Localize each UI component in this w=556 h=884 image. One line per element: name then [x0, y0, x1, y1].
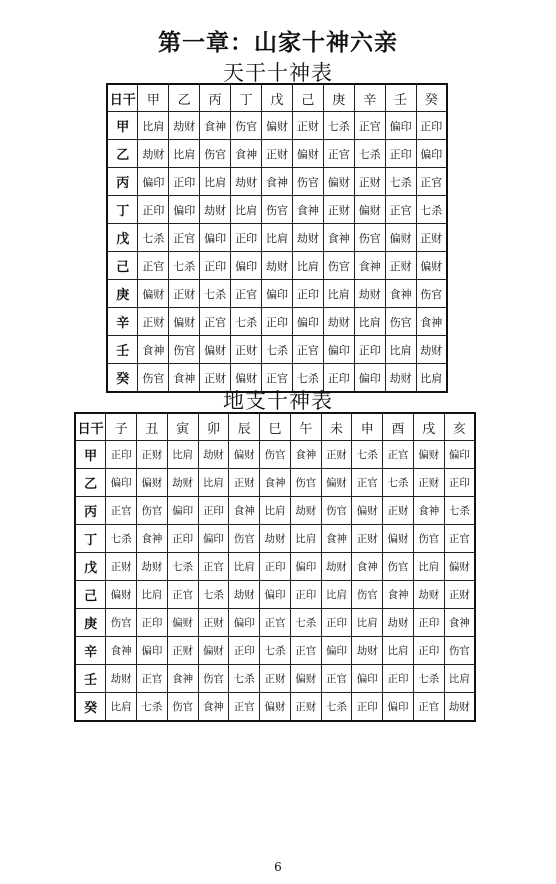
table-cell: 七杀	[167, 553, 198, 581]
table-cell: 正官	[444, 525, 475, 553]
table-cell: 劫财	[416, 336, 447, 364]
table-row	[107, 280, 447, 308]
column-header: 丁	[231, 84, 262, 112]
table-cell: 比肩	[137, 581, 168, 609]
table-cell: 正印	[290, 581, 321, 609]
table-row	[107, 336, 447, 364]
table-cell: 偏财	[416, 252, 447, 280]
table-cell: 伤官	[169, 336, 200, 364]
table-cell: 正印	[413, 637, 444, 665]
row-header: 辛	[107, 308, 138, 336]
table-cell: 偏印	[200, 224, 231, 252]
table-cell: 正财	[444, 581, 475, 609]
column-header: 乙	[169, 84, 200, 112]
table-row	[107, 140, 447, 168]
row-header: 乙	[75, 469, 106, 497]
table-cell: 偏印	[169, 196, 200, 224]
header-row	[107, 84, 447, 112]
table-cell: 偏财	[200, 336, 231, 364]
earthly-branches-table-title: 地支十神表	[223, 389, 333, 413]
table-cell: 正官	[260, 609, 291, 637]
table-cell: 七杀	[413, 665, 444, 693]
table-cell: 正官	[198, 553, 229, 581]
table-cell: 食神	[354, 252, 385, 280]
table-cell: 伤官	[354, 224, 385, 252]
table-cell: 劫财	[413, 581, 444, 609]
table-cell: 正印	[352, 693, 383, 722]
column-header: 亥	[444, 413, 475, 441]
table-cell: 食神	[106, 637, 137, 665]
table-cell: 偏印	[231, 252, 262, 280]
corner-header: 日干	[75, 413, 106, 441]
column-header: 申	[352, 413, 383, 441]
table-cell: 偏印	[260, 581, 291, 609]
table-cell: 劫财	[383, 609, 414, 637]
column-header: 甲	[138, 84, 169, 112]
column-header: 壬	[385, 84, 416, 112]
table-cell: 伤官	[321, 497, 352, 525]
table-cell: 伤官	[167, 693, 198, 722]
table-cell: 正印	[198, 497, 229, 525]
table-row	[75, 637, 475, 665]
row-header: 甲	[107, 112, 138, 140]
table-cell: 正印	[354, 336, 385, 364]
table-cell: 比肩	[106, 693, 137, 722]
table-cell: 七杀	[260, 637, 291, 665]
table-cell: 正印	[260, 553, 291, 581]
table-cell: 偏财	[385, 224, 416, 252]
table-row	[75, 581, 475, 609]
table-row	[75, 497, 475, 525]
table-cell: 伤官	[416, 280, 447, 308]
table-cell: 七杀	[385, 168, 416, 196]
table-cell: 正官	[137, 665, 168, 693]
table-cell: 比肩	[292, 252, 323, 280]
table-cell: 正印	[444, 469, 475, 497]
table-cell: 劫财	[444, 693, 475, 722]
table-cell: 劫财	[198, 441, 229, 469]
heavenly-stems-ten-gods-table	[106, 83, 448, 393]
table-cell: 比肩	[385, 336, 416, 364]
table-cell: 正财	[200, 364, 231, 393]
table-cell: 伤官	[323, 252, 354, 280]
table-cell: 正印	[416, 112, 447, 140]
table-cell: 正印	[167, 525, 198, 553]
table-cell: 正官	[262, 364, 293, 393]
table-cell: 正印	[229, 637, 260, 665]
table-cell: 劫财	[352, 637, 383, 665]
earthly-branches-ten-gods-table	[74, 412, 476, 722]
table-cell: 劫财	[321, 553, 352, 581]
table-cell: 劫财	[385, 364, 416, 393]
table-cell: 伤官	[352, 581, 383, 609]
table-cell: 七杀	[290, 609, 321, 637]
table-cell: 偏财	[292, 140, 323, 168]
table-cell: 偏印	[385, 112, 416, 140]
table-cell: 正官	[383, 441, 414, 469]
table-row	[107, 112, 447, 140]
table-cell: 劫财	[262, 252, 293, 280]
table-row	[75, 525, 475, 553]
table-cell: 正财	[292, 112, 323, 140]
heavenly-stems-table-title: 天干十神表	[223, 61, 333, 85]
table-cell: 食神	[169, 364, 200, 393]
table-cell: 伤官	[290, 469, 321, 497]
row-header: 丙	[75, 497, 106, 525]
table-cell: 正印	[321, 609, 352, 637]
chapter-title: 第一章：山家十神六亲	[158, 30, 398, 56]
column-header: 酉	[383, 413, 414, 441]
table-cell: 正财	[352, 525, 383, 553]
table-row	[107, 168, 447, 196]
table-cell: 偏印	[416, 140, 447, 168]
table-cell: 偏印	[352, 665, 383, 693]
page-number: 6	[274, 860, 282, 874]
table-cell: 正财	[416, 224, 447, 252]
table-cell: 偏财	[169, 308, 200, 336]
table-cell: 正官	[106, 497, 137, 525]
table-cell: 正财	[137, 441, 168, 469]
table-cell: 劫财	[290, 497, 321, 525]
table-cell: 比肩	[321, 581, 352, 609]
table-cell: 偏印	[137, 637, 168, 665]
table-cell: 偏财	[106, 581, 137, 609]
row-header: 己	[75, 581, 106, 609]
table-cell: 伤官	[106, 609, 137, 637]
table-cell: 食神	[323, 224, 354, 252]
table-cell: 正印	[385, 140, 416, 168]
table-cell: 偏财	[323, 168, 354, 196]
table-cell: 食神	[198, 693, 229, 722]
table-cell: 正财	[260, 665, 291, 693]
table-cell: 偏财	[290, 665, 321, 693]
table-cell: 正财	[383, 497, 414, 525]
table-cell: 食神	[229, 497, 260, 525]
table-cell: 正印	[169, 168, 200, 196]
table-cell: 食神	[260, 469, 291, 497]
row-header: 乙	[107, 140, 138, 168]
table-cell: 七杀	[169, 252, 200, 280]
table-row	[107, 308, 447, 336]
column-header: 寅	[167, 413, 198, 441]
table-cell: 食神	[352, 553, 383, 581]
table-cell: 劫财	[169, 112, 200, 140]
table-cell: 伤官	[198, 665, 229, 693]
table-cell: 偏印	[106, 469, 137, 497]
table-cell: 正印	[138, 196, 169, 224]
table-cell: 正官	[138, 252, 169, 280]
row-header: 癸	[75, 693, 106, 722]
table-cell: 劫财	[292, 224, 323, 252]
table-cell: 偏财	[354, 196, 385, 224]
row-header: 壬	[75, 665, 106, 693]
table-cell: 比肩	[383, 637, 414, 665]
table-cell: 伤官	[138, 364, 169, 393]
table-cell: 正官	[169, 224, 200, 252]
row-header: 丁	[75, 525, 106, 553]
table-cell: 偏财	[383, 525, 414, 553]
table-cell: 正财	[290, 693, 321, 722]
table-cell: 比肩	[444, 665, 475, 693]
table-cell: 七杀	[106, 525, 137, 553]
table-cell: 七杀	[137, 693, 168, 722]
table-cell: 正官	[323, 140, 354, 168]
column-header: 戊	[262, 84, 293, 112]
table-cell: 比肩	[231, 196, 262, 224]
table-cell: 偏印	[444, 441, 475, 469]
table-cell: 正财	[167, 637, 198, 665]
table-cell: 正官	[352, 469, 383, 497]
table-cell: 比肩	[262, 224, 293, 252]
table-cell: 食神	[200, 112, 231, 140]
table-cell: 偏印	[354, 364, 385, 393]
table-cell: 偏印	[323, 336, 354, 364]
table-cell: 七杀	[354, 140, 385, 168]
table-cell: 正官	[167, 581, 198, 609]
table-cell: 七杀	[383, 469, 414, 497]
table-cell: 劫财	[200, 196, 231, 224]
table-cell: 正官	[413, 693, 444, 722]
table-cell: 偏印	[229, 609, 260, 637]
table-cell: 食神	[231, 140, 262, 168]
table-cell: 正官	[385, 196, 416, 224]
table-cell: 比肩	[413, 553, 444, 581]
table-cell: 食神	[444, 609, 475, 637]
table-cell: 比肩	[167, 441, 198, 469]
table-cell: 偏印	[198, 525, 229, 553]
table-row	[75, 469, 475, 497]
table-cell: 比肩	[323, 280, 354, 308]
table-cell: 食神	[262, 168, 293, 196]
column-header: 癸	[416, 84, 447, 112]
table-cell: 正印	[137, 609, 168, 637]
table-cell: 偏印	[167, 497, 198, 525]
column-header: 未	[321, 413, 352, 441]
table-cell: 劫财	[229, 581, 260, 609]
row-header: 庚	[107, 280, 138, 308]
row-header: 丙	[107, 168, 138, 196]
table-cell: 正印	[383, 665, 414, 693]
table-cell: 伤官	[383, 553, 414, 581]
column-header: 丑	[137, 413, 168, 441]
table-cell: 伤官	[229, 525, 260, 553]
column-header: 子	[106, 413, 137, 441]
table-cell: 偏财	[138, 280, 169, 308]
table-row	[75, 693, 475, 722]
table-cell: 偏印	[290, 553, 321, 581]
table-cell: 七杀	[138, 224, 169, 252]
table-cell: 食神	[413, 497, 444, 525]
table-cell: 劫财	[167, 469, 198, 497]
table-cell: 比肩	[198, 469, 229, 497]
table-cell: 正财	[106, 553, 137, 581]
table-cell: 七杀	[352, 441, 383, 469]
table-cell: 偏财	[444, 553, 475, 581]
table-cell: 食神	[321, 525, 352, 553]
table-cell: 食神	[167, 665, 198, 693]
table-row	[107, 252, 447, 280]
table-cell: 正财	[231, 336, 262, 364]
table-cell: 伤官	[292, 168, 323, 196]
table-cell: 正官	[200, 308, 231, 336]
table-cell: 伤官	[200, 140, 231, 168]
column-header: 丙	[200, 84, 231, 112]
table-cell: 劫财	[231, 168, 262, 196]
table-cell: 正官	[229, 693, 260, 722]
header-row	[75, 413, 475, 441]
column-header: 己	[292, 84, 323, 112]
table-cell: 偏财	[413, 441, 444, 469]
table-cell: 伤官	[137, 497, 168, 525]
table-cell: 正官	[290, 637, 321, 665]
table-cell: 正官	[321, 665, 352, 693]
table-cell: 七杀	[416, 196, 447, 224]
table-cell: 偏印	[138, 168, 169, 196]
table-cell: 正财	[354, 168, 385, 196]
table-cell: 正印	[292, 280, 323, 308]
table-cell: 七杀	[262, 336, 293, 364]
table-cell: 劫财	[260, 525, 291, 553]
table-cell: 伤官	[385, 308, 416, 336]
table-cell: 比肩	[416, 364, 447, 393]
row-header: 甲	[75, 441, 106, 469]
table-cell: 比肩	[354, 308, 385, 336]
table-cell: 正印	[200, 252, 231, 280]
table-cell: 比肩	[138, 112, 169, 140]
column-header: 卯	[198, 413, 229, 441]
table-cell: 七杀	[444, 497, 475, 525]
corner-header: 日干	[107, 84, 138, 112]
table-cell: 偏财	[352, 497, 383, 525]
table-cell: 劫财	[138, 140, 169, 168]
column-header: 午	[290, 413, 321, 441]
table-cell: 比肩	[169, 140, 200, 168]
table-cell: 伤官	[444, 637, 475, 665]
table-cell: 正官	[354, 112, 385, 140]
table-cell: 偏财	[167, 609, 198, 637]
table-row	[75, 441, 475, 469]
column-header: 戌	[413, 413, 444, 441]
table-cell: 七杀	[292, 364, 323, 393]
row-header: 戊	[75, 553, 106, 581]
table-cell: 七杀	[231, 308, 262, 336]
column-header: 辰	[229, 413, 260, 441]
table-cell: 食神	[138, 336, 169, 364]
table-cell: 伤官	[231, 112, 262, 140]
table-cell: 比肩	[229, 553, 260, 581]
table-cell: 偏财	[262, 112, 293, 140]
table-cell: 正财	[321, 441, 352, 469]
table-cell: 比肩	[290, 525, 321, 553]
table-cell: 比肩	[260, 497, 291, 525]
table-cell: 正财	[323, 196, 354, 224]
table-cell: 正官	[292, 336, 323, 364]
table-row	[75, 553, 475, 581]
table-cell: 七杀	[321, 693, 352, 722]
table-cell: 劫财	[323, 308, 354, 336]
table-cell: 正印	[231, 224, 262, 252]
table-cell: 偏财	[231, 364, 262, 393]
table-cell: 正财	[198, 609, 229, 637]
table-cell: 食神	[385, 280, 416, 308]
table-cell: 正官	[231, 280, 262, 308]
table-cell: 正财	[262, 140, 293, 168]
table-row	[107, 224, 447, 252]
table-row	[75, 665, 475, 693]
table-cell: 食神	[290, 441, 321, 469]
table-cell: 正印	[413, 609, 444, 637]
table-cell: 正财	[413, 469, 444, 497]
table-cell: 比肩	[352, 609, 383, 637]
column-header: 巳	[260, 413, 291, 441]
table-row	[75, 609, 475, 637]
table-cell: 偏财	[198, 637, 229, 665]
table-cell: 偏财	[321, 469, 352, 497]
table-cell: 食神	[383, 581, 414, 609]
table-cell: 正印	[262, 308, 293, 336]
table-cell: 正财	[229, 469, 260, 497]
table-cell: 七杀	[198, 581, 229, 609]
table-cell: 正印	[323, 364, 354, 393]
table-cell: 劫财	[106, 665, 137, 693]
table-cell: 食神	[416, 308, 447, 336]
table-cell: 偏印	[383, 693, 414, 722]
table-cell: 偏印	[262, 280, 293, 308]
table-cell: 劫财	[137, 553, 168, 581]
table-cell: 正财	[138, 308, 169, 336]
table-cell: 食神	[292, 196, 323, 224]
row-header: 己	[107, 252, 138, 280]
table-cell: 偏财	[137, 469, 168, 497]
column-header: 庚	[323, 84, 354, 112]
table-cell: 伤官	[413, 525, 444, 553]
table-cell: 食神	[137, 525, 168, 553]
table-cell: 正财	[169, 280, 200, 308]
table-cell: 比肩	[200, 168, 231, 196]
row-header: 辛	[75, 637, 106, 665]
table-cell: 偏印	[321, 637, 352, 665]
table-cell: 正印	[106, 441, 137, 469]
table-cell: 伤官	[260, 441, 291, 469]
table-row	[107, 196, 447, 224]
table-cell: 正财	[385, 252, 416, 280]
table-cell: 劫财	[354, 280, 385, 308]
row-header: 庚	[75, 609, 106, 637]
row-header: 癸	[107, 364, 138, 393]
table-cell: 偏印	[292, 308, 323, 336]
table-cell: 偏财	[229, 441, 260, 469]
table-cell: 七杀	[229, 665, 260, 693]
row-header: 壬	[107, 336, 138, 364]
row-header: 戊	[107, 224, 138, 252]
table-cell: 偏财	[260, 693, 291, 722]
table-cell: 七杀	[323, 112, 354, 140]
row-header: 丁	[107, 196, 138, 224]
table-cell: 七杀	[200, 280, 231, 308]
table-cell: 伤官	[262, 196, 293, 224]
column-header: 辛	[354, 84, 385, 112]
table-cell: 正官	[416, 168, 447, 196]
